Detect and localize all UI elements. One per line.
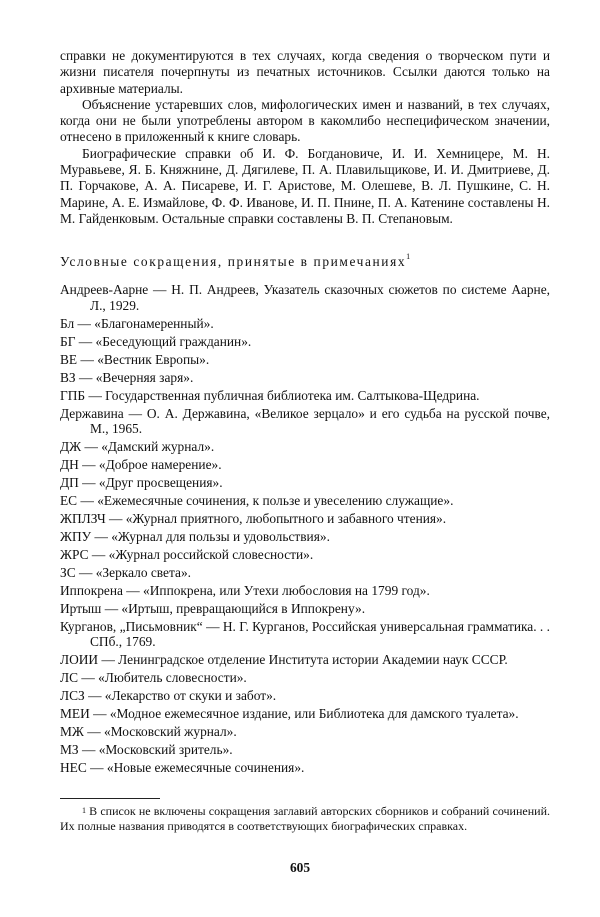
abbreviation-entry: БГ — «Беседующий гражданин». bbox=[60, 333, 252, 349]
abbreviation-entry: Иртыш — «Иртыш, превращающийся в Иппокрену». bbox=[60, 601, 366, 617]
abbreviation-entry: Бл — «Благонамеренный». bbox=[60, 315, 214, 331]
page-number: 605 bbox=[289, 860, 311, 875]
abbreviation-entry: ВЕ — «Вестник Европы». bbox=[60, 351, 210, 367]
abbreviation-entry: Иппокрена — «Иппокрена, или Утехи любословия на 1799 год». bbox=[60, 583, 430, 599]
abbreviation-entry: МЗ — «Московский зритель». bbox=[60, 742, 233, 758]
footnote-mark: 1 bbox=[82, 805, 86, 815]
footnote-text: В список не включены сокращения заглавий авторских сборников и собраний сочинений. Их полные названия приводятся в соответствующих биографических справках. bbox=[60, 803, 550, 833]
footnote-divider bbox=[60, 798, 160, 799]
abbreviation-entry: МЖ — «Московский журнал». bbox=[60, 724, 237, 740]
abbreviation-list bbox=[60, 282, 550, 776]
abbreviation-entry: ДЖ — «Дамский журнал». bbox=[60, 439, 215, 455]
intro-paragraph-2: Объяснение устаревших слов, мифологических имен и названий, в тех случаях, когда они не были употреблены автором в какомлибо неспецифическом значении, отнесено в приложенный к книге словарь. bbox=[60, 96, 550, 145]
abbreviation-entry: МЕИ — «Модное ежемесячное издание, или Библиотека для дамского туалета». bbox=[60, 706, 519, 722]
intro-paragraph-3: Биографические справки об И. Ф. Богдановиче, И. И. Хемницере, М. Н. Муравьеве, Я. Б. Княжнине, Д. Дягилеве, П. А. Плавильщикове, И. И. Дмитриеве, Д. П. Горчакове, А. А. Писареве, И. Г. Аристове, М. Олешеве, В. Л. Пушкине, С. Н. Марине, А. Е. Измайлове, Ф. Ф. Иванове, И. П. Пнине, П. А. Катенине составлены Н. М. Гайденковым. Остальные справки составлены В. П. Степановым. bbox=[60, 145, 550, 226]
abbreviation-entry: ЛС — «Любитель словесности». bbox=[60, 670, 247, 686]
abbreviation-entry: ЛСЗ — «Лекарство от скуки и забот». bbox=[60, 688, 277, 704]
page-body bbox=[60, 48, 550, 834]
intro-paragraph-1: справки не документируются в тех случаях, когда сведения о творческом пути и жизни писателя почерпнуты из печатных источников. Ссылки даются только на архивные материалы. bbox=[60, 48, 550, 96]
section-title-text: Условные сокращения, принятые в примечаниях bbox=[60, 254, 407, 270]
abbreviation-entry: ДП — «Друг просвещения». bbox=[60, 475, 223, 491]
abbreviation-entry: Державина — О. А. Державина, «Великое зерцало» и его судьба на русской почве, М., 1965. bbox=[60, 405, 550, 437]
abbreviation-entry: ЕС — «Ежемесячные сочинения, к пользе и увеселению служащие». bbox=[60, 493, 454, 509]
footnote bbox=[60, 804, 550, 834]
abbreviation-entry: ДН — «Доброе намерение». bbox=[60, 457, 222, 473]
abbreviation-entry: ГПБ — Государственная публичная библиотека им. Салтыкова-Щедрина. bbox=[60, 387, 480, 403]
abbreviation-entry: Андреев-Аарне — Н. П. Андреев, Указатель сказочных сюжетов по системе Аарне, Л., 1929. bbox=[60, 282, 550, 313]
abbreviation-entry: ВЗ — «Вечерняя заря». bbox=[60, 369, 194, 385]
abbreviation-entry: ЖПУ — «Журнал для пользы и удовольствия». bbox=[60, 529, 330, 545]
abbreviation-entry: Курганов, „Письмовник“ — Н. Г. Курганов, Российская универсальная грамматика. . . СПб., 1769. bbox=[60, 619, 550, 650]
abbreviation-entry: ЖРС — «Журнал российской словесности». bbox=[60, 547, 314, 563]
section-footnote-mark: 1 bbox=[406, 252, 411, 262]
abbreviation-entry: НЕС — «Новые ежемесячные сочинения». bbox=[60, 760, 305, 776]
abbreviation-entry: ЛОИИ — Ленинградское отделение Института истории Академии наук СССР. bbox=[60, 652, 508, 668]
abbreviation-entry: ЗС — «Зеркало света». bbox=[60, 565, 191, 581]
abbreviation-entry: ЖПЛЗЧ — «Журнал приятного, любопытного и забавного чтения». bbox=[60, 511, 447, 527]
section-title bbox=[60, 254, 550, 270]
